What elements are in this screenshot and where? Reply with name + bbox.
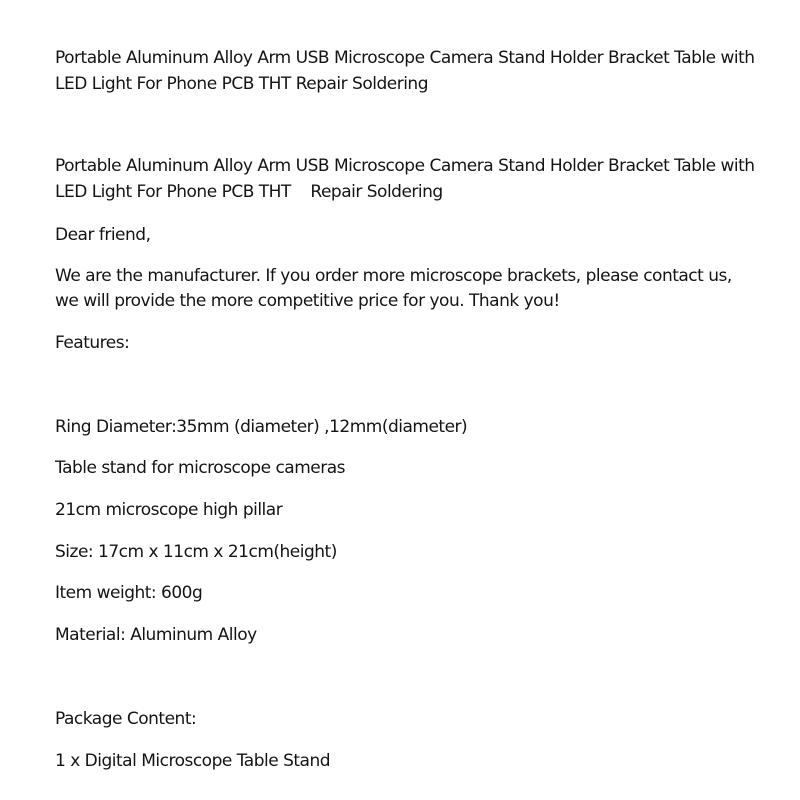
feature-item: Material: Aluminum Alloy xyxy=(55,625,257,645)
feature-item: 21cm microscope high pillar xyxy=(55,500,283,520)
package-label: Package Content: xyxy=(55,709,197,729)
product-description xyxy=(55,0,755,800)
heading-line-1: Portable Aluminum Alloy Arm USB Microscope Camera Stand Holder Bracket Table with xyxy=(55,156,755,176)
feature-item: Table stand for microscope cameras xyxy=(55,458,346,478)
feature-item: Ring Diameter:35mm (diameter) ,12mm(diameter) xyxy=(55,417,468,437)
heading-line-2: LED Light For Phone PCB THT Repair Soldering xyxy=(55,182,443,202)
package-item: 1 x Digital Microscope Table Stand xyxy=(55,751,331,771)
feature-item: Item weight: 600g xyxy=(55,583,203,603)
title-line-2: LED Light For Phone PCB THT Repair Soldering xyxy=(55,74,428,94)
title-line-1: Portable Aluminum Alloy Arm USB Microscope Camera Stand Holder Bracket Table with xyxy=(55,48,755,68)
features-label: Features: xyxy=(55,333,130,353)
greeting: Dear friend, xyxy=(55,225,151,245)
intro-line-2: we will provide the more competitive price for you. Thank you! xyxy=(55,291,560,311)
intro-line-1: We are the manufacturer. If you order more microscope brackets, please contact us, xyxy=(55,266,732,286)
feature-item: Size: 17cm x 11cm x 21cm(height) xyxy=(55,542,337,562)
